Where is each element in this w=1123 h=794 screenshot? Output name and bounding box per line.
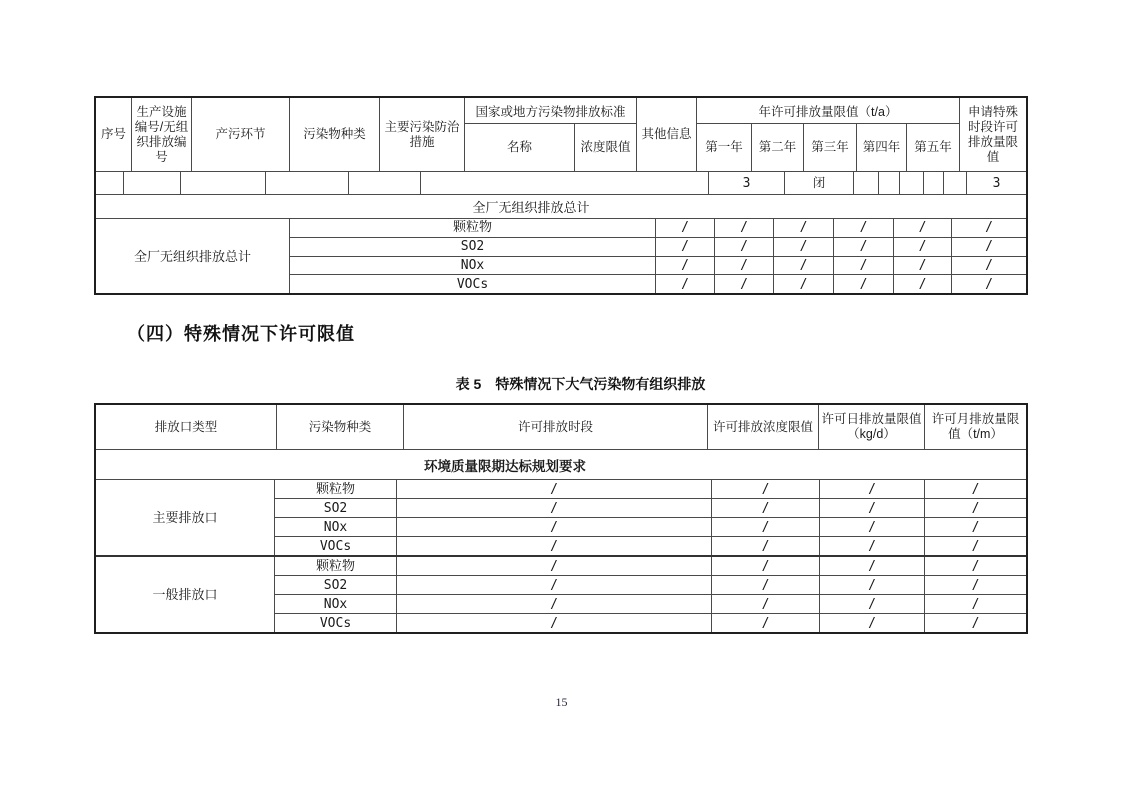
- pollutant-name: SO2: [275, 499, 397, 517]
- data-cell-empty: [924, 172, 944, 194]
- annual-data-row: [96, 172, 1026, 195]
- value-cell: /: [774, 257, 834, 275]
- value-cell: /: [894, 238, 952, 256]
- table-row: [275, 480, 1026, 499]
- value-cell: /: [774, 219, 834, 237]
- value-cell: /: [820, 499, 925, 517]
- col-header-conc-limit: 许可排放浓度限值: [708, 405, 819, 449]
- col-header-outlet-type: 排放口类型: [96, 405, 277, 449]
- value-cell: /: [834, 219, 894, 237]
- table-row: [275, 576, 1026, 595]
- table-row: [290, 275, 1026, 293]
- value-cell: /: [834, 275, 894, 293]
- fugitive-total-group: [96, 219, 1026, 293]
- col-header-annual-limit: 年许可排放量限值（t/a）: [697, 98, 959, 124]
- col-header-monthly-limit: 许可月排放量限值（t/m）: [931, 412, 1020, 441]
- pollutant-name: SO2: [290, 238, 656, 256]
- value-cell: /: [656, 257, 715, 275]
- value-cell: /: [715, 257, 774, 275]
- special-emission-table: [94, 403, 1028, 634]
- table-row: [275, 537, 1026, 555]
- value-cell: /: [712, 480, 820, 498]
- col-header-daily-limit: 许可日排放量限值（kg/d）: [819, 405, 925, 449]
- value-cell: /: [397, 614, 712, 632]
- table-row: [275, 595, 1026, 614]
- pollutant-name: NOx: [275, 518, 397, 536]
- env-quality-label: 环境质量限期达标规划要求: [424, 458, 586, 474]
- col-header-year1: 第一年: [697, 124, 752, 171]
- data-cell-empty: [96, 172, 124, 194]
- pollutant-name: 颗粒物: [290, 219, 656, 237]
- value-cell: /: [971, 615, 980, 631]
- table-row: [290, 219, 1026, 238]
- col-header-other-info: 其他信息: [637, 98, 697, 171]
- value-cell: /: [820, 576, 925, 594]
- annual-emission-table: [94, 96, 1028, 295]
- value-cell: /: [971, 558, 980, 574]
- page-number: 15: [555, 695, 568, 709]
- col-header-period: 许可排放时段: [404, 405, 708, 449]
- value-cell: /: [397, 480, 712, 498]
- value-cell: /: [715, 219, 774, 237]
- value-cell: /: [834, 257, 894, 275]
- data-cell-empty: [124, 172, 181, 194]
- table-row: [275, 499, 1026, 518]
- value-cell: /: [894, 219, 952, 237]
- value-cell: /: [656, 219, 715, 237]
- outlet-type-label: 一般排放口: [96, 557, 275, 632]
- value-cell: /: [715, 275, 774, 293]
- pollutant-name: 颗粒物: [275, 480, 397, 498]
- col-header-pollutant: 污染物种类: [290, 98, 380, 171]
- pollutant-name: NOx: [290, 257, 656, 275]
- col-header-standard: 国家或地方污染物排放标准: [465, 98, 636, 124]
- value-cell: /: [971, 577, 980, 593]
- col-header-process: 产污环节: [192, 98, 290, 171]
- value-cell: /: [971, 519, 980, 535]
- col-header-conc-limit: 浓度限值: [580, 140, 631, 154]
- value-cell: /: [712, 595, 820, 613]
- pollutant-name: VOCs: [290, 275, 656, 293]
- col-header-measures: 主要污染防治措施: [380, 98, 465, 171]
- value-cell: /: [712, 499, 820, 517]
- col-header-pollutant: 污染物种类: [277, 405, 404, 449]
- value-cell: /: [971, 481, 980, 497]
- pollutant-name: 颗粒物: [275, 557, 397, 575]
- table-row: [290, 238, 1026, 257]
- value-cell: /: [397, 518, 712, 536]
- data-cell-empty: [181, 172, 266, 194]
- value-cell: /: [712, 518, 820, 536]
- value-cell: /: [985, 257, 993, 273]
- value-cell: /: [971, 500, 980, 516]
- col-header-year5: 第五年: [914, 140, 952, 154]
- table-row: [275, 518, 1026, 537]
- value-cell: /: [834, 238, 894, 256]
- col-group-standard: [465, 98, 637, 171]
- col-header-year4: 第四年: [857, 124, 907, 171]
- value-cell: /: [774, 238, 834, 256]
- value-cell: /: [712, 557, 820, 575]
- data-cell-empty: [349, 172, 421, 194]
- col-header-index: 序号: [96, 98, 132, 171]
- data-cell-empty: [900, 172, 924, 194]
- value-cell: /: [774, 275, 834, 293]
- value-cell: /: [985, 276, 993, 292]
- data-cell-year3-value: 闭: [785, 172, 854, 194]
- value-cell: /: [397, 557, 712, 575]
- data-cell-empty: [944, 172, 967, 194]
- value-cell: /: [397, 499, 712, 517]
- value-cell: /: [894, 257, 952, 275]
- col-header-standard-name: 名称: [465, 124, 575, 171]
- data-cell-empty: [421, 172, 709, 194]
- data-cell-empty: [879, 172, 900, 194]
- table-row: [275, 614, 1026, 632]
- col-group-annual-limit: [697, 98, 960, 171]
- fugitive-total-span-row: [96, 195, 1026, 219]
- value-cell: /: [820, 480, 925, 498]
- annual-table-header: [96, 98, 1026, 172]
- value-cell: /: [712, 576, 820, 594]
- pollutant-name: VOCs: [275, 614, 397, 632]
- value-cell: /: [715, 238, 774, 256]
- fugitive-total-label: 全厂无组织排放总计: [96, 219, 290, 293]
- value-cell: /: [712, 537, 820, 555]
- table5-caption: 表 5 特殊情况下大气污染物有组织排放: [455, 376, 706, 392]
- value-cell: /: [820, 557, 925, 575]
- value-cell: /: [397, 576, 712, 594]
- value-cell: /: [820, 595, 925, 613]
- value-cell: /: [985, 239, 993, 255]
- value-cell: /: [971, 596, 980, 612]
- value-cell: /: [820, 518, 925, 536]
- env-quality-span-row: [96, 450, 1026, 480]
- value-cell: /: [971, 538, 980, 554]
- fugitive-total-span-label: 全厂无组织排放总计: [472, 200, 590, 215]
- value-cell: /: [712, 614, 820, 632]
- main-outlet-group: [96, 480, 1026, 557]
- value-cell: /: [397, 537, 712, 555]
- data-cell-special-value: 3: [992, 175, 1001, 191]
- data-cell-empty: [854, 172, 879, 194]
- general-outlet-group: [96, 557, 1026, 632]
- value-cell: /: [820, 614, 925, 632]
- section-heading: （四）特殊情况下许可限值: [127, 324, 355, 344]
- col-header-year3: 第三年: [804, 124, 857, 171]
- pollutant-name: VOCs: [275, 537, 397, 555]
- value-cell: /: [656, 275, 715, 293]
- outlet-type-label: 主要排放口: [96, 480, 275, 555]
- pollutant-name: SO2: [275, 576, 397, 594]
- table-row: [290, 257, 1026, 276]
- value-cell: /: [985, 220, 993, 236]
- pollutant-name: NOx: [275, 595, 397, 613]
- col-header-facility: 生产设施编号/无组织排放编号: [132, 98, 192, 171]
- col-header-year2: 第二年: [752, 124, 804, 171]
- data-cell-empty: [266, 172, 349, 194]
- special-table-header: [96, 405, 1026, 450]
- value-cell: /: [894, 275, 952, 293]
- value-cell: /: [820, 537, 925, 555]
- table-row: [275, 557, 1026, 576]
- col-header-special-period: 申请特殊时段许可排放量限值: [967, 104, 1018, 164]
- data-cell-year-value: 3: [709, 172, 785, 194]
- value-cell: /: [397, 595, 712, 613]
- value-cell: /: [656, 238, 715, 256]
